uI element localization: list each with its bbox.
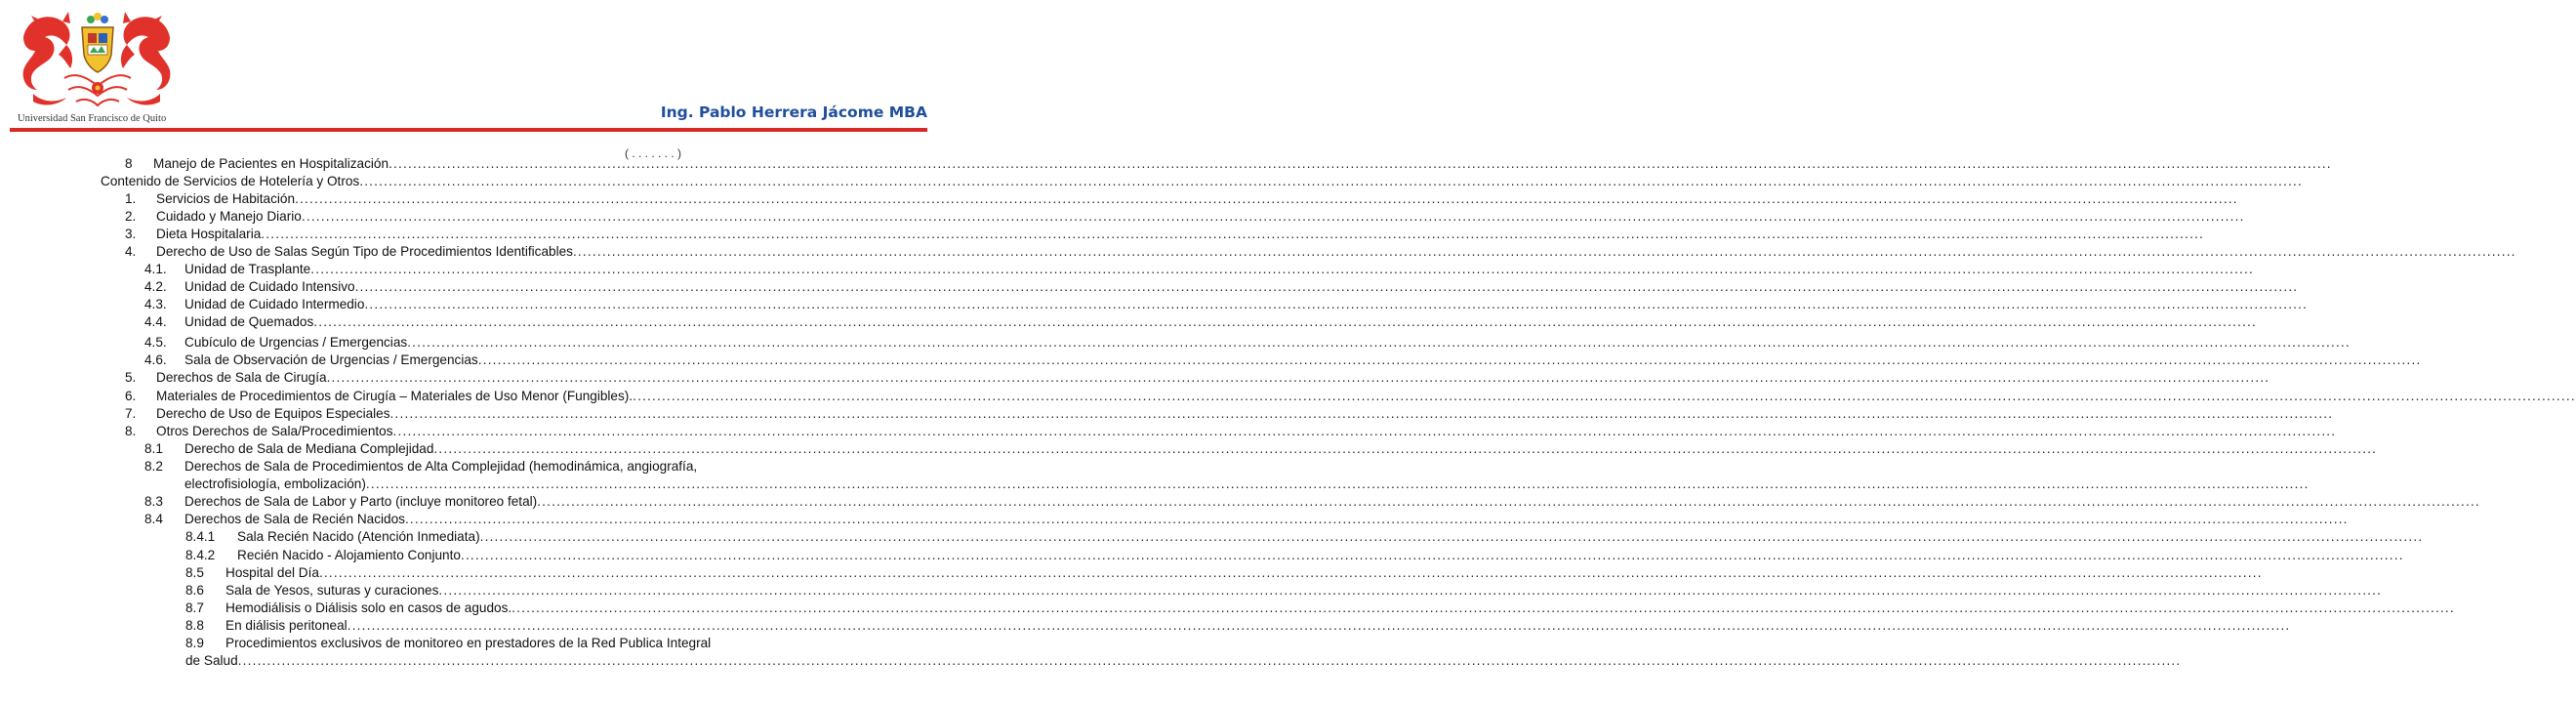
dot-leader: ................................................................................................................................................................................................................................................................................................................................................................................................................ bbox=[460, 548, 2404, 562]
dot-leader: ................................................................................................................................................................................................................................................................................................................................................................................................................ bbox=[404, 512, 2349, 526]
toc-entry bbox=[0, 635, 937, 652]
toc-entry bbox=[0, 278, 2299, 296]
toc-entry-title: Sala Recién Nacido (Atención Inmediata) bbox=[237, 529, 480, 544]
toc-entry-title: Cubículo de Urgencias / Emergencias bbox=[184, 335, 408, 350]
dot-leader: ................................................................................................................................................................................................................................................................................................................................................................................................................ bbox=[572, 244, 2516, 259]
toc-entry-title: En diálisis peritoneal bbox=[225, 618, 348, 633]
toc-entry bbox=[0, 511, 2349, 528]
toc-entry bbox=[0, 352, 2422, 369]
toc-entry bbox=[0, 208, 2245, 226]
author-name: Ing. Pablo Herrera Jácome MBA bbox=[660, 103, 927, 121]
dot-leader: ................................................................................................................................................................................................................................................................................................................................................................................................................ bbox=[438, 583, 2383, 598]
dot-leader: ................................................................................................................................................................................................................................................................................................................................................................................................................ bbox=[389, 406, 2334, 421]
toc-entry-number: 8.4.1 bbox=[185, 529, 216, 544]
dot-leader: ................................................................................................................................................................................................................................................................................................................................................................................................................ bbox=[326, 370, 2270, 385]
dot-leader: ................................................................................................................................................................................................................................................................................................................................................................................................................ bbox=[511, 600, 2455, 615]
dot-leader: ................................................................................................................................................................................................................................................................................................................................................................................................................ bbox=[347, 618, 2291, 633]
toc-entry-number: 4.2. bbox=[144, 279, 167, 294]
toc-entry bbox=[0, 226, 2205, 243]
dot-leader: ................................................................................................................................................................................................................................................................................................................................................................................................................ bbox=[310, 262, 2254, 276]
dot-leader: ................................................................................................................................................................................................................................................................................................................................................................................................................ bbox=[477, 352, 2422, 367]
toc-entry-title: Derechos de Sala de Cirugía bbox=[156, 370, 327, 385]
toc-entry-title-continued: electrofisiología, embolización) bbox=[184, 476, 366, 491]
toc-entry-number: 8.8 bbox=[185, 618, 204, 633]
toc-entry bbox=[0, 173, 2303, 190]
toc-entry bbox=[0, 493, 2480, 511]
toc-entry bbox=[0, 388, 2576, 405]
toc-entry-title: Otros Derechos de Sala/Procedimientos bbox=[156, 424, 393, 438]
dot-leader: ................................................................................................................................................................................................................................................................................................................................................................................................................ bbox=[407, 335, 2351, 350]
toc-entry bbox=[0, 405, 2334, 423]
toc-entry bbox=[0, 296, 2309, 313]
toc-entry-title: Cuidado y Manejo Diario bbox=[156, 209, 302, 224]
toc-entry-title: Unidad de Trasplante bbox=[184, 262, 311, 276]
toc-entry-title: Derecho de Uso de Equipos Especiales bbox=[156, 406, 390, 421]
toc-entry bbox=[0, 155, 2332, 173]
toc-entry-number: 7. bbox=[125, 406, 137, 421]
toc-entry bbox=[0, 334, 2351, 352]
toc-entry-number: 8.2 bbox=[144, 459, 163, 474]
toc-entry-number: 1. bbox=[125, 191, 137, 206]
toc-entry-title: Unidad de Cuidado Intensivo bbox=[184, 279, 355, 294]
dot-leader: ................................................................................................................................................................................................................................................................................................................................................................................................................ bbox=[261, 227, 2205, 241]
toc-entry-number: 8.9 bbox=[185, 636, 204, 650]
toc-entry-number: 8.4.2 bbox=[185, 548, 216, 562]
clipped-previous-line: ( . . . . . . . ) bbox=[625, 146, 682, 160]
toc-entry bbox=[0, 528, 2424, 546]
toc-entry-number: 8. bbox=[125, 424, 137, 438]
toc-entry-title: Derecho de Uso de Salas Según Tipo de Procedimientos Identificables bbox=[156, 244, 573, 259]
toc-entry-title-continued: de Salud bbox=[185, 653, 238, 668]
toc-entry bbox=[0, 440, 2378, 458]
toc-entry-title: Dieta Hospitalaria bbox=[156, 227, 262, 241]
toc-entry-number: 8.6 bbox=[185, 583, 204, 598]
dot-leader: ................................................................................................................................................................................................................................................................................................................................................................................................................ bbox=[313, 314, 2257, 329]
toc-entry-number: 6. bbox=[125, 389, 137, 403]
dot-leader: ................................................................................................................................................................................................................................................................................................................................................................................................................ bbox=[633, 389, 2576, 403]
toc-entry-title: Derechos de Sala de Procedimientos de Alta Complejidad (hemodinámica, angiografía, bbox=[184, 459, 698, 474]
toc-entry bbox=[0, 600, 2455, 617]
toc-entry-title: Servicios de Habitación bbox=[156, 191, 296, 206]
toc-entry-number: 4.1. bbox=[144, 262, 167, 276]
dot-leader: ................................................................................................................................................................................................................................................................................................................................................................................................................ bbox=[364, 297, 2309, 311]
toc-entry-number: 8.1 bbox=[144, 441, 163, 456]
dot-leader: ................................................................................................................................................................................................................................................................................................................................................................................................................ bbox=[301, 209, 2245, 224]
toc-entry-title: Materiales de Procedimientos de Cirugía – Materiales de Uso Menor (Fungibles). bbox=[156, 389, 634, 403]
toc-entry-title: Derechos de Sala de Labor y Parto (incluye monitoreo fetal) bbox=[184, 494, 538, 509]
dot-leader: ................................................................................................................................................................................................................................................................................................................................................................................................................ bbox=[295, 191, 2238, 206]
toc-entry-title: Unidad de Quemados bbox=[184, 314, 314, 329]
toc-entry bbox=[0, 582, 2383, 600]
toc-entry-title: Sala de Yesos, suturas y curaciones bbox=[225, 583, 439, 598]
toc-entry-continuation bbox=[0, 652, 2182, 670]
toc-entry-title: Contenido de Servicios de Hotelería y Otros bbox=[101, 174, 360, 188]
dot-leader: ................................................................................................................................................................................................................................................................................................................................................................................................................ bbox=[388, 156, 2332, 171]
toc-entry-title: Derechos de Sala de Recién Nacidos bbox=[184, 512, 405, 526]
toc-entry bbox=[0, 547, 2404, 564]
toc-entry-number: 4.4. bbox=[144, 314, 167, 329]
toc-entry-title: Hemodiálisis o Diálisis solo en casos de agudos. bbox=[225, 600, 512, 615]
toc-entry bbox=[0, 617, 2291, 635]
toc-entry-title: Recién Nacido - Alojamiento Conjunto bbox=[237, 548, 461, 562]
toc-entry bbox=[0, 423, 2337, 440]
toc-entry-title: Hospital del Día bbox=[225, 565, 319, 580]
dot-leader: ................................................................................................................................................................................................................................................................................................................................................................................................................ bbox=[354, 279, 2299, 294]
toc-entry-number: 5. bbox=[125, 370, 137, 385]
toc-entry-number: 8 bbox=[125, 156, 133, 171]
toc-entry-number: 4.3. bbox=[144, 297, 167, 311]
toc-entry bbox=[0, 369, 2270, 387]
toc-entry bbox=[0, 261, 2254, 278]
toc-entry bbox=[0, 313, 2257, 331]
toc-entry-number: 8.4 bbox=[144, 512, 163, 526]
toc-entry-title: Procedimientos exclusivos de monitoreo en prestadores de la Red Publica Integral bbox=[225, 636, 712, 650]
toc-entry-number: 8.3 bbox=[144, 494, 163, 509]
dot-leader: ................................................................................................................................................................................................................................................................................................................................................................................................................ bbox=[537, 494, 2480, 509]
toc-entry-number: 4.6. bbox=[144, 352, 167, 367]
dot-leader: ................................................................................................................................................................................................................................................................................................................................................................................................................ bbox=[318, 565, 2263, 580]
toc-entry bbox=[0, 190, 2238, 208]
toc-entry bbox=[0, 564, 2263, 582]
dot-leader: ................................................................................................................................................................................................................................................................................................................................................................................................................ bbox=[365, 476, 2310, 491]
header-divider bbox=[10, 128, 927, 132]
table-of-contents bbox=[0, 146, 2576, 674]
toc-entry-number: 2. bbox=[125, 209, 137, 224]
toc-entry-number: 3. bbox=[125, 227, 137, 241]
toc-entry-number: 8.7 bbox=[185, 600, 204, 615]
toc-entry-title: Unidad de Cuidado Intermedio bbox=[184, 297, 365, 311]
dot-leader: ................................................................................................................................................................................................................................................................................................................................................................................................................ bbox=[359, 174, 2303, 188]
dot-leader: ................................................................................................................................................................................................................................................................................................................................................................................................................ bbox=[479, 529, 2424, 544]
university-logo bbox=[14, 8, 180, 129]
toc-entry-number: 4.5. bbox=[144, 335, 167, 350]
toc-entry-title: Sala de Observación de Urgencias / Emergencias bbox=[184, 352, 478, 367]
dot-leader: ................................................................................................................................................................................................................................................................................................................................................................................................................ bbox=[433, 441, 2378, 456]
university-name: Universidad San Francisco de Quito bbox=[18, 113, 167, 124]
toc-entry bbox=[0, 243, 2516, 261]
toc-entry-title: Manejo de Pacientes en Hospitalización bbox=[153, 156, 389, 171]
toc-entry-title: Derecho de Sala de Mediana Complejidad bbox=[184, 441, 434, 456]
toc-entry-number: 8.5 bbox=[185, 565, 204, 580]
dot-leader: ................................................................................................................................................................................................................................................................................................................................................................................................................ bbox=[237, 653, 2182, 668]
dot-leader: ................................................................................................................................................................................................................................................................................................................................................................................................................ bbox=[392, 424, 2337, 438]
toc-entry-continuation bbox=[0, 476, 2310, 493]
toc-entry bbox=[0, 458, 937, 476]
toc-entry-number: 4. bbox=[125, 244, 137, 259]
